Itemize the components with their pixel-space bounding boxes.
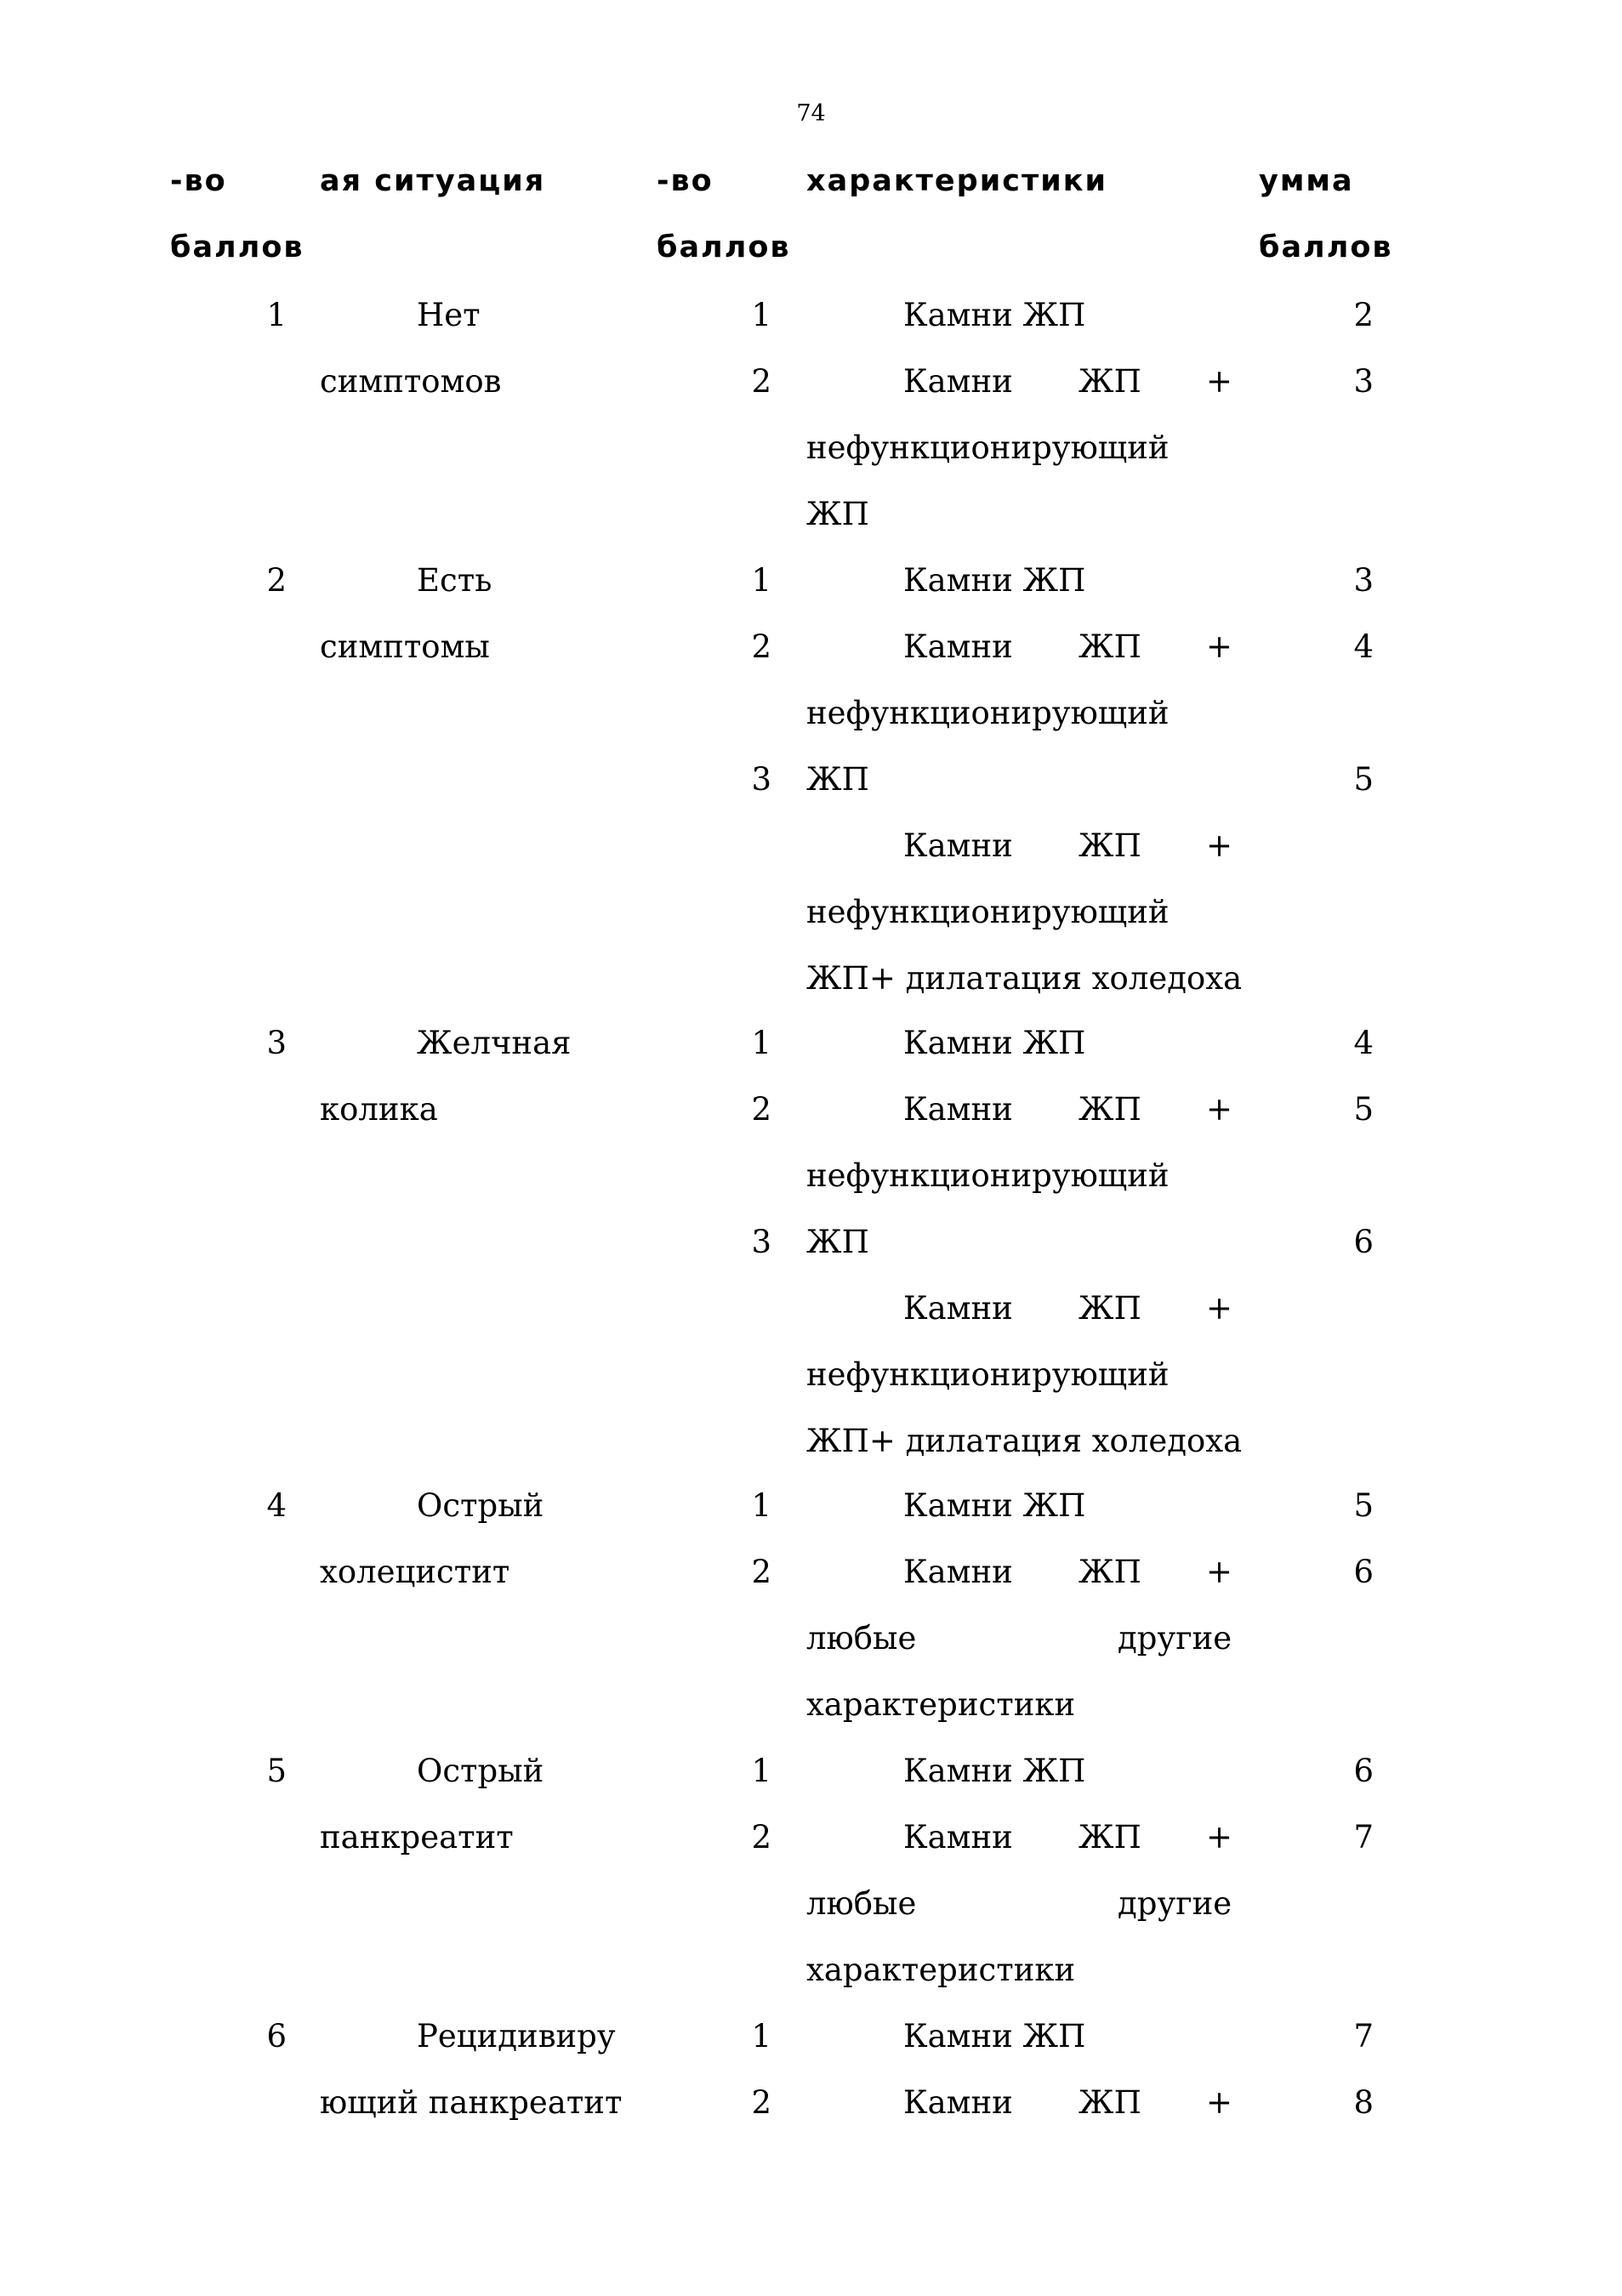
situation-line2: холецистит bbox=[320, 1554, 510, 1590]
characteristic-text: ЖП bbox=[1078, 827, 1141, 864]
characteristic-text: ЖП+ дилатация холедоха bbox=[806, 1423, 1243, 1459]
sub-score: 2 bbox=[751, 628, 771, 665]
sum-score: 6 bbox=[1353, 1554, 1374, 1590]
characteristic-text: любые bbox=[806, 1885, 917, 1922]
situation-line2: симптомов bbox=[320, 363, 502, 400]
characteristic-text: + bbox=[1206, 628, 1233, 665]
header-col4-line1: характеристики bbox=[806, 164, 1108, 198]
situation-line1: Острый bbox=[417, 1487, 544, 1524]
characteristic-text: Камни ЖП bbox=[903, 297, 1086, 333]
characteristic-text: характеристики bbox=[806, 1952, 1076, 1988]
sum-score: 2 bbox=[1353, 297, 1374, 333]
sum-score: 5 bbox=[1353, 761, 1374, 798]
sub-score: 1 bbox=[751, 1753, 771, 1789]
row-number: 1 bbox=[266, 297, 287, 333]
characteristic-text: Камни bbox=[903, 1290, 1013, 1327]
sub-score: 2 bbox=[751, 2084, 771, 2121]
sub-score: 1 bbox=[751, 1025, 771, 1061]
characteristic-text: ЖП bbox=[1078, 628, 1141, 665]
characteristic-text: Камни bbox=[903, 1819, 1013, 1856]
characteristic-text: + bbox=[1206, 1554, 1233, 1590]
sub-score: 2 bbox=[751, 1554, 771, 1590]
sub-score: 1 bbox=[751, 2018, 771, 2054]
characteristic-text: ЖП bbox=[1078, 1091, 1141, 1128]
characteristic-text: + bbox=[1206, 1290, 1233, 1327]
sum-score: 6 bbox=[1353, 1753, 1374, 1789]
sub-score: 2 bbox=[751, 363, 771, 400]
situation-line1: Острый bbox=[417, 1753, 544, 1789]
sub-score: 3 bbox=[751, 1224, 771, 1260]
sub-score: 2 bbox=[751, 1091, 771, 1128]
situation-line1: Рецидивиру bbox=[417, 2018, 616, 2054]
characteristic-text: ЖП bbox=[1078, 363, 1141, 400]
row-number: 2 bbox=[266, 562, 287, 599]
header-col1-line2: баллов bbox=[170, 230, 304, 264]
characteristic-text: ЖП bbox=[1078, 1290, 1141, 1327]
characteristic-text: ЖП bbox=[806, 496, 869, 532]
situation-line2: колика bbox=[320, 1091, 438, 1128]
sub-score: 2 bbox=[751, 1819, 771, 1856]
sum-score: 6 bbox=[1353, 1224, 1374, 1260]
sub-score: 3 bbox=[751, 761, 771, 798]
characteristic-text: Камни bbox=[903, 827, 1013, 864]
header-col1-line1: -во bbox=[170, 164, 227, 198]
characteristic-text: Камни ЖП bbox=[903, 1487, 1086, 1524]
situation-line2: симптомы bbox=[320, 628, 490, 665]
characteristic-text: Камни bbox=[903, 1091, 1013, 1128]
situation-line2: панкреатит bbox=[320, 1819, 514, 1856]
row-number: 3 bbox=[266, 1025, 287, 1061]
characteristic-text: нефункционирующий bbox=[806, 695, 1170, 731]
sum-score: 5 bbox=[1353, 1487, 1374, 1524]
characteristic-text: нефункционирующий bbox=[806, 894, 1170, 930]
characteristic-text: ЖП bbox=[1078, 1554, 1141, 1590]
characteristic-text: + bbox=[1206, 827, 1233, 864]
characteristic-text: ЖП bbox=[806, 761, 869, 798]
characteristic-text: ЖП+ дилатация холедоха bbox=[806, 960, 1243, 997]
sum-score: 7 bbox=[1353, 2018, 1374, 2054]
header-col5-line2: баллов bbox=[1259, 230, 1393, 264]
characteristic-text: Камни bbox=[903, 628, 1013, 665]
characteristic-text: любые bbox=[806, 1620, 917, 1657]
sub-score: 1 bbox=[751, 297, 771, 333]
characteristic-text: ЖП bbox=[806, 1224, 869, 1260]
sum-score: 7 bbox=[1353, 1819, 1374, 1856]
sub-score: 1 bbox=[751, 1487, 771, 1524]
row-number: 6 bbox=[266, 2018, 287, 2054]
sum-score: 5 bbox=[1353, 1091, 1374, 1128]
sum-score: 4 bbox=[1353, 628, 1374, 665]
characteristic-text: + bbox=[1206, 1091, 1233, 1128]
sub-score: 1 bbox=[751, 562, 771, 599]
characteristic-text: Камни bbox=[903, 363, 1013, 400]
page-number: 74 bbox=[796, 100, 826, 127]
characteristic-text: Камни ЖП bbox=[903, 562, 1086, 599]
characteristic-text: нефункционирующий bbox=[806, 1157, 1170, 1194]
characteristic-text: ЖП bbox=[1078, 1819, 1141, 1856]
sum-score: 3 bbox=[1353, 363, 1374, 400]
header-col2-line1: ая ситуация bbox=[320, 164, 546, 198]
characteristic-text: Камни ЖП bbox=[903, 1025, 1086, 1061]
characteristic-text: Камни ЖП bbox=[903, 2018, 1086, 2054]
sum-score: 3 bbox=[1353, 562, 1374, 599]
row-number: 5 bbox=[266, 1753, 287, 1789]
header-col3-line1: -во bbox=[657, 164, 714, 198]
characteristic-text: Камни ЖП bbox=[903, 1753, 1086, 1789]
situation-line2: ющий панкреатит bbox=[320, 2084, 623, 2121]
characteristic-text: нефункционирующий bbox=[806, 429, 1170, 466]
characteristic-text: другие bbox=[1118, 1885, 1232, 1922]
row-number: 4 bbox=[266, 1487, 287, 1524]
situation-line1: Желчная bbox=[417, 1025, 572, 1061]
sum-score: 8 bbox=[1353, 2084, 1374, 2121]
sum-score: 4 bbox=[1353, 1025, 1374, 1061]
situation-line1: Есть bbox=[417, 562, 492, 599]
header-col5-line1: умма bbox=[1259, 164, 1354, 198]
characteristic-text: + bbox=[1206, 363, 1233, 400]
header-col3-line2: баллов bbox=[657, 230, 791, 264]
characteristic-text: Камни bbox=[903, 1554, 1013, 1590]
situation-line1: Нет bbox=[417, 297, 481, 333]
characteristic-text: ЖП bbox=[1078, 2084, 1141, 2121]
characteristic-text: + bbox=[1206, 1819, 1233, 1856]
characteristic-text: + bbox=[1206, 2084, 1233, 2121]
characteristic-text: Камни bbox=[903, 2084, 1013, 2121]
characteristic-text: нефункционирующий bbox=[806, 1356, 1170, 1393]
characteristic-text: характеристики bbox=[806, 1686, 1076, 1723]
characteristic-text: другие bbox=[1118, 1620, 1232, 1657]
